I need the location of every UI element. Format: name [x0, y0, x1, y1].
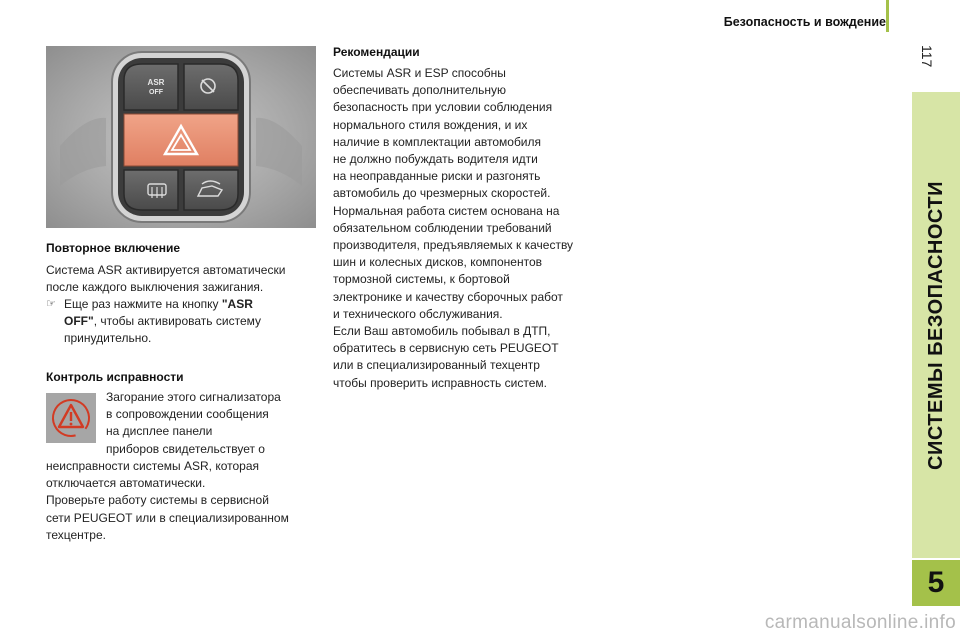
recommendations-line: Если Ваш автомобиль побывал в ДТП, — [333, 324, 551, 339]
recommendations-heading: Рекомендации — [333, 45, 420, 59]
check-indented-line: приборов свидетельствует о — [106, 441, 265, 456]
recommendations-line: Нормальная работа систем основана на — [333, 203, 560, 218]
chapter-title: СИСТЕМЫ БЕЗОПАСНОСТИ — [924, 180, 947, 470]
page-number: 117 — [919, 45, 935, 68]
pointing-hand-icon: ☞ — [46, 298, 56, 310]
recommendations-line: наличие в комплектации автомобиля — [333, 134, 542, 149]
recommendations-line: автомобиль до чрезмерных скоростей. — [333, 186, 551, 201]
recommendations-line: чтобы проверить исправность систем. — [333, 375, 547, 390]
check-indented-line: на дисплее панели — [106, 424, 213, 439]
recirculation-button — [184, 170, 238, 210]
bullet-line3: принудительно. — [64, 331, 152, 346]
dashboard-buttons-illustration — [46, 46, 316, 228]
reactivation-bullet-text — [64, 296, 300, 348]
bullet-line1-bold: "ASR — [221, 297, 253, 311]
asr-off-button — [124, 64, 178, 110]
header-accent-line — [886, 0, 889, 32]
check-indented-line: в сопровождении сообщения — [106, 407, 269, 422]
reactivation-line: после каждого выключения зажигания. — [46, 280, 264, 295]
recommendations-line: обратитесь в сервисную сеть PEUGEOT — [333, 341, 559, 356]
recommendations-line: на неоправданные риски и разгонять — [333, 169, 541, 184]
recommendations-line: электронике и качеству сборочных работ — [333, 289, 563, 304]
check-full-paragraph — [46, 458, 322, 544]
chapter-title-container — [912, 92, 960, 558]
bullet-line1-prefix: Еще раз нажмите на кнопку — [64, 297, 222, 311]
recommendations-line: шин и колесных дисков, компонентов — [333, 255, 543, 270]
recommendations-line: производителя, предъявляемых к качеству — [333, 238, 574, 253]
warning-triangle-icon — [46, 393, 96, 443]
check-heading: Контроль исправности — [46, 370, 184, 384]
reactivation-heading: Повторное включение — [46, 241, 181, 255]
check-full-line: сети PEUGEOT или в специализированном — [46, 510, 289, 525]
check-indented-paragraph — [106, 389, 320, 458]
reactivation-line: Система ASR активируется автоматически — [46, 263, 286, 277]
bullet-line2-rest: , чтобы активировать систему — [93, 314, 262, 329]
check-full-line: техцентре. — [46, 527, 106, 542]
recommendations-line: тормозной системы, к бортовой — [333, 272, 510, 287]
recommendations-line: и технического обслуживания. — [333, 306, 503, 321]
asr-label-line2: OFF — [149, 89, 163, 96]
recommendations-line: обязательном соблюдении требований — [333, 220, 552, 235]
bullet-line2-bold: OFF" — [64, 314, 94, 329]
dashboard-buttons-photo — [46, 46, 316, 228]
check-full-line: неисправности системы ASR, которая — [46, 459, 260, 473]
chapter-number: 5 — [927, 566, 945, 599]
recommendations-line: или в специализированный техцентр — [333, 358, 540, 373]
rear-defrost-button — [124, 170, 178, 210]
recommendations-paragraph — [333, 65, 623, 392]
section-title: Безопасность и вождение — [723, 15, 886, 29]
warning-lamp-box — [46, 393, 96, 443]
reactivation-bullet — [46, 296, 318, 352]
asr-label-line1: ASR — [147, 78, 165, 87]
recommendations-line: нормального стиля вождения, и их — [333, 117, 528, 132]
check-full-line: отключается автоматически. — [46, 476, 206, 491]
watermark-text: carmanualsonline.info — [764, 612, 956, 633]
recommendations-line: не должно побуждать водителя идти — [333, 152, 538, 167]
hazard-button — [124, 114, 238, 166]
recommendations-line: безопасность при условии соблюдения — [333, 100, 553, 115]
check-full-line: Проверьте работу системы в сервисной — [46, 493, 269, 508]
parking-sensor-button — [184, 64, 238, 110]
check-indented-line: Загорание этого сигнализатора — [106, 390, 281, 404]
reactivation-paragraph — [46, 262, 318, 296]
recommendations-line: Системы ASR и ESP способны — [333, 66, 506, 80]
recommendations-line: обеспечивать дополнительную — [333, 83, 506, 98]
